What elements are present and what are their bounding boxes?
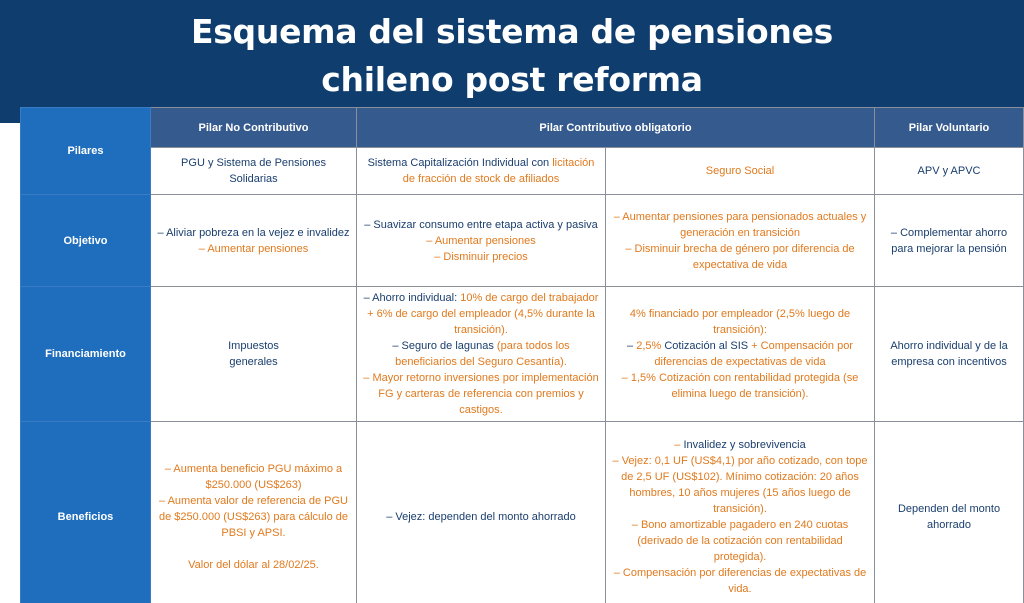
dash-bullet: – xyxy=(386,510,393,523)
seguro-social-text: Seguro Social xyxy=(705,165,775,177)
title-line-1: Esquema del sistema de pensiones xyxy=(190,12,834,51)
header-no-contributivo: Pilar No Contributivo xyxy=(151,108,357,148)
dash-bullet: – xyxy=(157,226,164,239)
row-label-pilares: Pilares xyxy=(21,108,151,195)
pension-scheme-table xyxy=(20,107,1024,603)
objetivo-vol-1: Complementar ahorro para mejorar la pensión xyxy=(891,226,1008,255)
objetivo-nc-2: Aumentar pensiones xyxy=(207,242,309,255)
pilares-row xyxy=(21,148,1024,195)
dash-bullet: – xyxy=(674,438,681,451)
cotizacion-sis-text: Cotización al SIS xyxy=(664,340,749,352)
header-row xyxy=(21,108,1024,148)
beneficios-capitalizacion-cell xyxy=(357,422,606,603)
dash-bullet: – xyxy=(613,210,620,223)
licitacion-text: licitación de fracción de stock de afiliados xyxy=(402,157,595,185)
dash-bullet: – xyxy=(363,372,370,384)
pilar-seguro-social-cell xyxy=(606,148,875,195)
header-voluntario: Pilar Voluntario xyxy=(875,108,1024,148)
financiado-empleador-text: 4% financiado por empleador (2,5% luego de transición): xyxy=(629,308,851,336)
financiamiento-no-contributivo-cell xyxy=(151,287,357,422)
vejez-monto-text: Vejez: dependen del monto ahorrado xyxy=(395,510,576,523)
dash-bullet: – xyxy=(631,518,638,531)
pilar-no-contributivo-cell: PGU y Sistema de Pensiones Solidarias xyxy=(151,148,357,195)
pilar-capitalizacion-cell xyxy=(357,148,606,195)
beneficios-no-contributivo-cell xyxy=(151,422,357,603)
dash-bullet: – xyxy=(159,494,166,507)
row-label-beneficios: Beneficios xyxy=(21,422,151,603)
dash-bullet: – xyxy=(621,372,628,384)
header-contributivo: Pilar Contributivo obligatorio xyxy=(357,108,875,148)
title-line-2: chileno post reforma xyxy=(321,60,703,99)
row-label-financiamiento: Financiamiento xyxy=(21,287,151,422)
dash-bullet: – xyxy=(613,566,620,579)
dash-bullet: – xyxy=(627,340,634,352)
seguro-lagunas-label: Seguro de lagunas xyxy=(401,340,497,352)
objetivo-voluntario-cell xyxy=(875,195,1024,287)
dash-bullet: – xyxy=(363,292,370,304)
beneficios-voluntario-cell: Dependen del monto ahorrado xyxy=(875,422,1024,603)
bono-amortizable-text: Bono amortizable pagadero en 240 cuotas (derivado de la cotización con rentabilidad protegida). xyxy=(637,518,849,563)
vejez-uf-text: Vejez: 0,1 UF (US$4,1) por año cotizado, con tope de 2,5 UF (US$102). Mínimo cotización: 20 años hombres, 10 años mujeres (15 años luego de transición). xyxy=(621,454,868,515)
capitalizacion-text: Sistema Capitalización Individual con xyxy=(367,157,553,169)
dash-bullet: – xyxy=(364,218,371,231)
mayor-retorno-text: Mayor retorno inversiones por implementación FG y carteras de referencia con premios y castigos. xyxy=(372,372,599,416)
sis-percent: 2,5% xyxy=(636,340,665,352)
dash-bullet: – xyxy=(625,242,632,255)
financiamiento-seguro-social-cell xyxy=(606,287,875,422)
financiamiento-row xyxy=(21,287,1024,422)
compensacion-text: + Compensación por diferencias de expectativas de vida xyxy=(654,340,853,368)
beneficio-pgu-text: Aumenta beneficio PGU máximo a $250.000 (US$263) xyxy=(173,462,343,491)
dash-bullet: – xyxy=(612,454,619,467)
compensacion-beneficio-text: Compensación por diferencias de expectativas de vida. xyxy=(622,566,867,595)
objetivo-cap-3: Disminuir precios xyxy=(443,250,528,263)
objetivo-seguro-social-cell xyxy=(606,195,875,287)
valor-dolar-text: Valor del dólar al 28/02/25. xyxy=(188,558,319,571)
objetivo-ss-2: Disminuir brecha de género por diferencia de expectativa de vida xyxy=(634,242,855,271)
beneficios-row xyxy=(21,422,1024,603)
row-label-objetivo: Objetivo xyxy=(21,195,151,287)
financiamiento-capitalizacion-cell xyxy=(357,287,606,422)
dash-bullet: – xyxy=(198,242,205,255)
dash-bullet: – xyxy=(392,340,399,352)
rentabilidad-protegida-text: 1,5% Cotización con rentabilidad protegida (se elimina luego de transición). xyxy=(630,372,859,400)
valor-referencia-text: Aumenta valor de referencia de PGU de $250.000 (US$263) para cálculo de PBSI y APSI. xyxy=(159,494,348,539)
objetivo-capitalizacion-cell xyxy=(357,195,606,287)
objetivo-ss-1: Aumentar pensiones para pensionados actuales y generación en transición xyxy=(622,210,867,239)
dash-bullet: – xyxy=(426,234,433,247)
ahorro-individual-label: Ahorro individual: xyxy=(372,292,461,304)
dash-bullet: – xyxy=(434,250,441,263)
objetivo-cap-1: Suavizar consumo entre etapa activa y pasiva xyxy=(373,218,598,231)
ahorro-individual-detail: 10% de cargo del trabajador + 6% de cargo del empleador (4,5% durante la transición). xyxy=(367,292,599,336)
seguro-lagunas-detail: (para todos los beneficiarios del Seguro Cesantía). xyxy=(395,340,570,368)
impuestos-generales-text: Impuestos generales xyxy=(228,340,279,368)
objetivo-cap-2: Aumentar pensiones xyxy=(434,234,536,247)
objetivo-nc-1: Aliviar pobreza en la vejez e invalidez xyxy=(166,226,350,239)
pilar-voluntario-cell: APV y APVC xyxy=(875,148,1024,195)
dash-bullet: – xyxy=(890,226,898,239)
dash-bullet: – xyxy=(164,462,171,475)
objetivo-no-contributivo-cell xyxy=(151,195,357,287)
beneficios-seguro-social-cell xyxy=(606,422,875,603)
objetivo-row xyxy=(21,195,1024,287)
invalidez-text: Invalidez y sobrevivencia xyxy=(683,438,806,451)
page-title xyxy=(0,8,1024,104)
financiamiento-voluntario-cell: Ahorro individual y de la empresa con incentivos xyxy=(875,287,1024,422)
